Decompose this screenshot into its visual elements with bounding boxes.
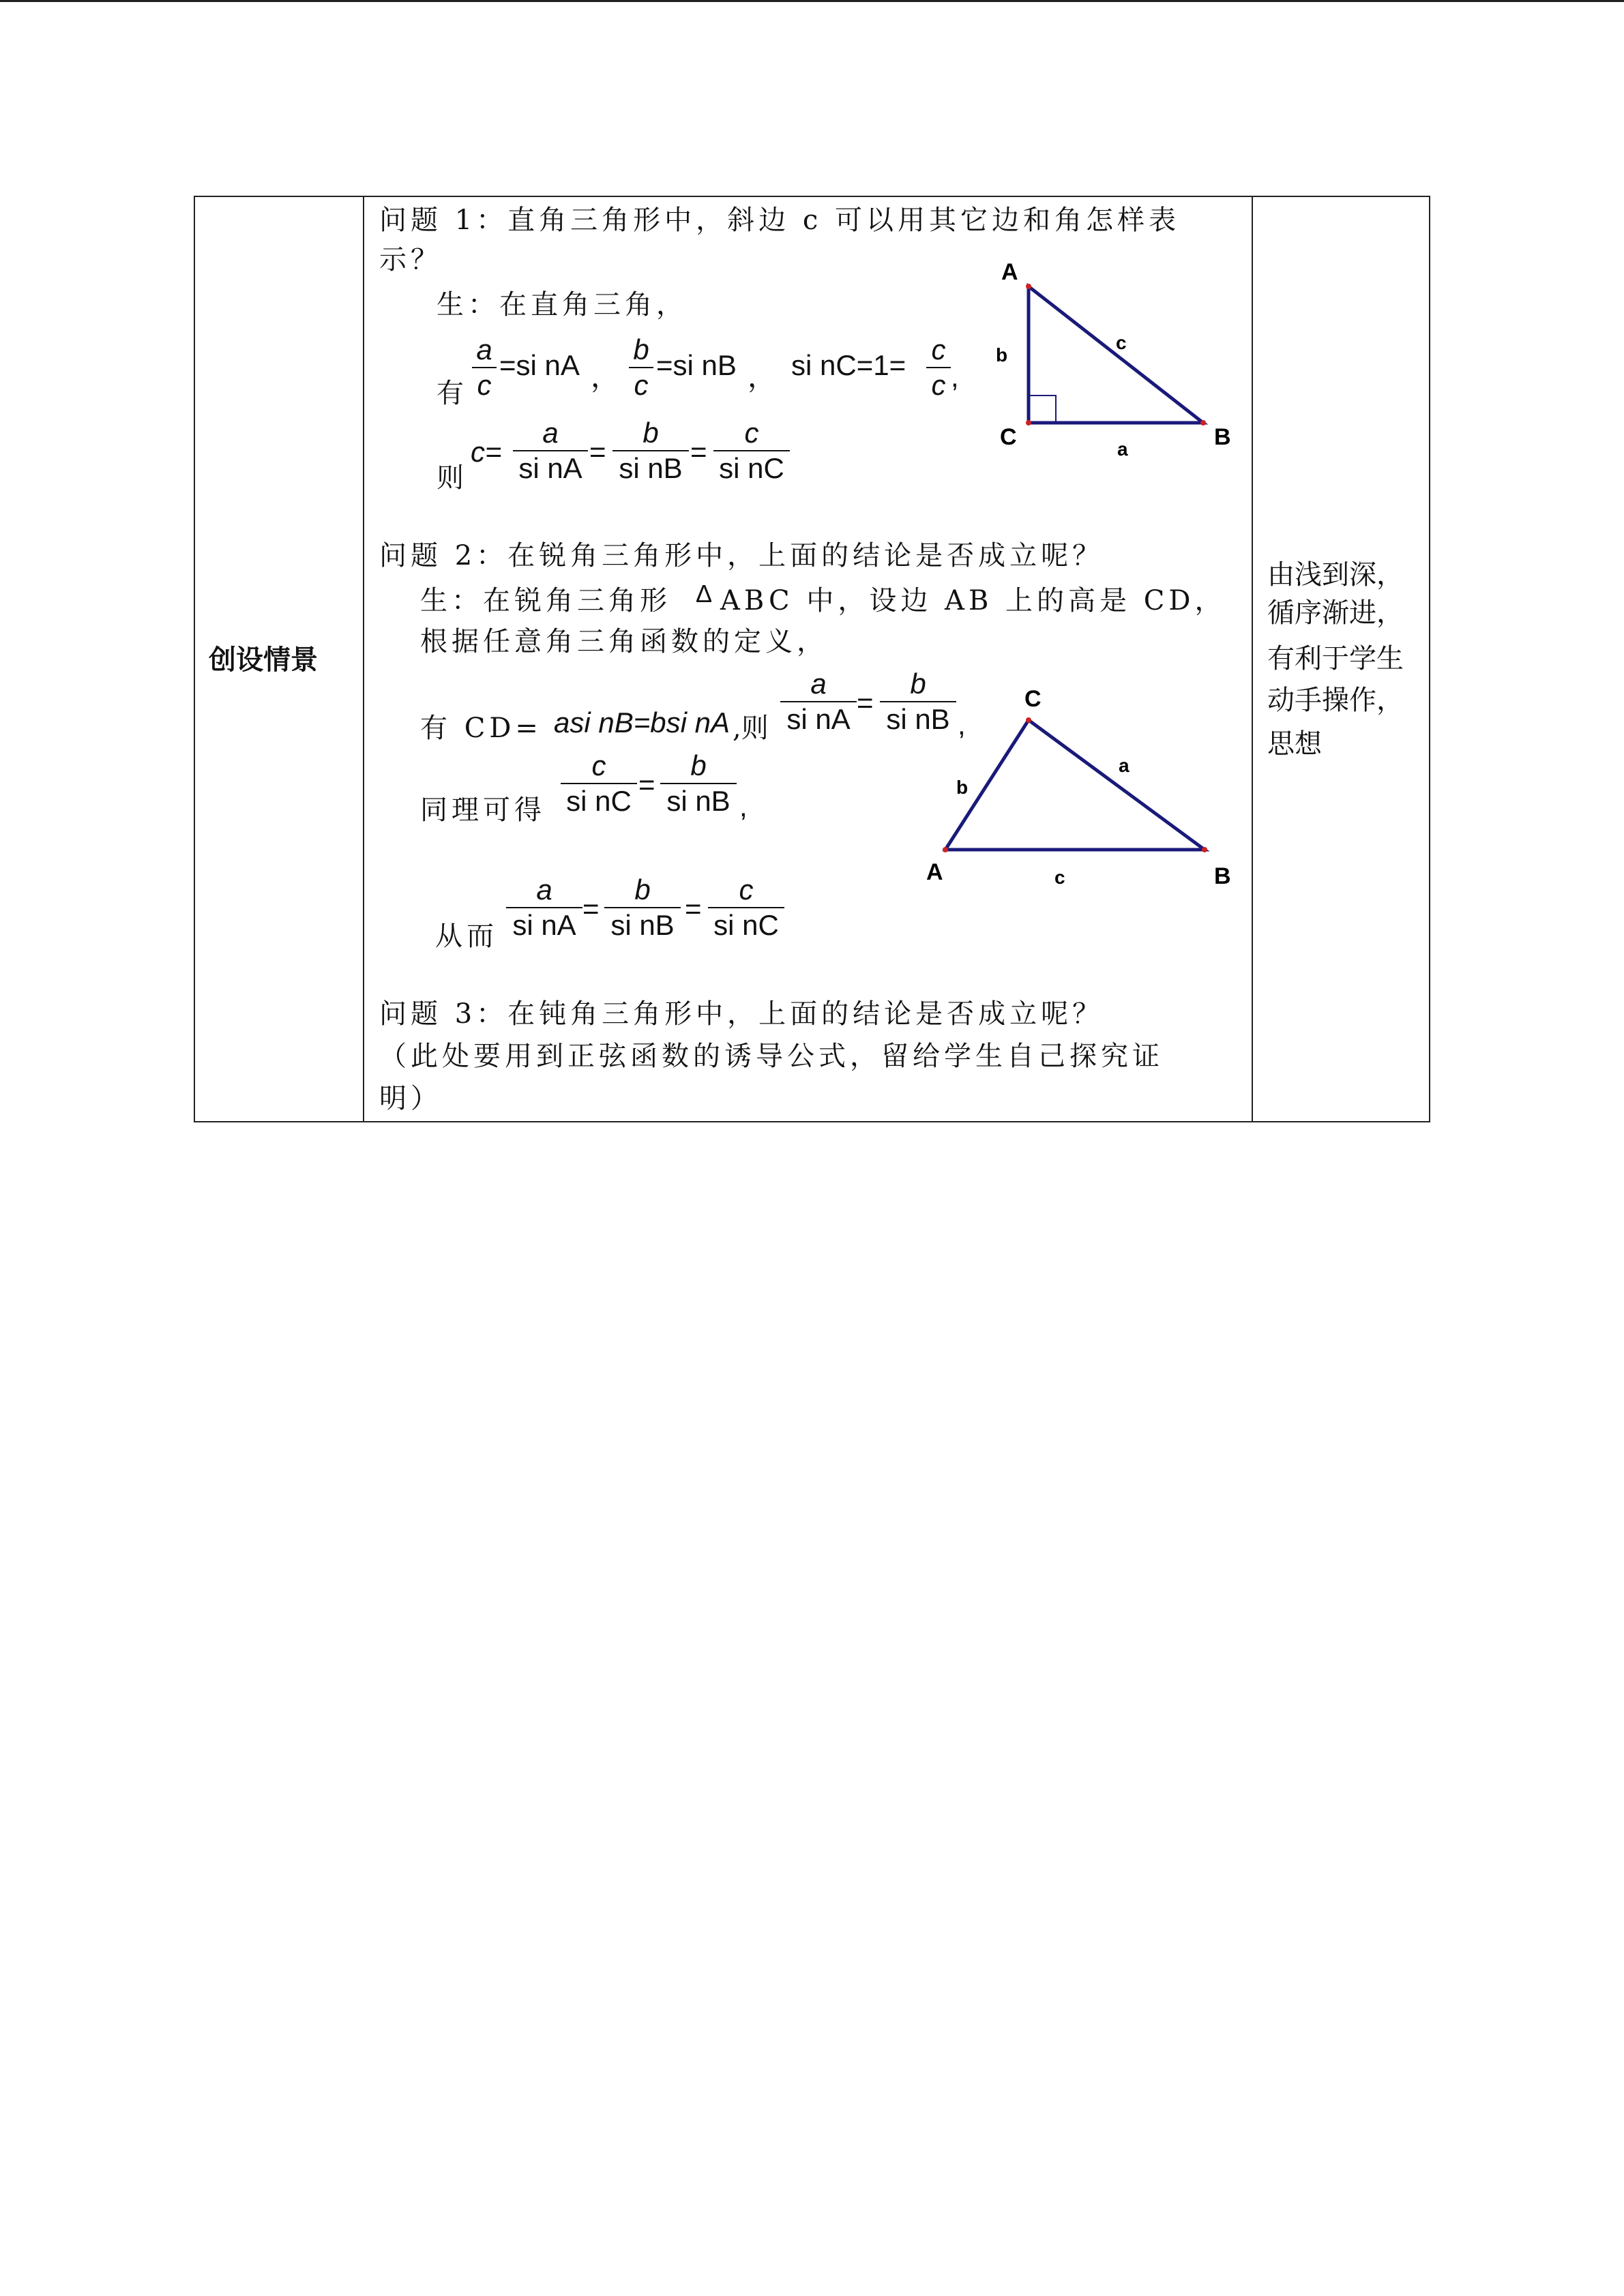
section-label: 创设情景 <box>209 644 318 676</box>
q2-comma-1: , <box>958 709 966 741</box>
label-a-2: a <box>1119 755 1130 776</box>
label-C: C <box>1000 424 1017 450</box>
page-top-rule <box>0 0 1624 2</box>
label-C-2: C <box>1024 686 1042 712</box>
frac-c-over-sinC-3: c si nC <box>708 874 784 941</box>
right-triangle-shape <box>1029 286 1203 423</box>
frac-b-over-sinB-2: b si nB <box>880 668 956 735</box>
table-divider-1 <box>363 196 364 1122</box>
vertex-C-dot-2 <box>1026 717 1031 723</box>
table-border-left <box>194 196 195 1122</box>
label-B: B <box>1214 424 1231 450</box>
table-border-bottom <box>194 1121 1430 1122</box>
right-angle-marker <box>1029 396 1056 423</box>
q2-eq-1: = <box>857 687 874 719</box>
q1-comma-3: , <box>951 361 959 393</box>
q1-eq-sinC: si nC=1= <box>791 349 906 381</box>
frac-b-over-sinB-3: b si nB <box>660 750 737 817</box>
frac-a-over-sinA-3: a si nA <box>506 874 582 941</box>
vertex-C-dot <box>1026 420 1031 426</box>
q2-student-a: 生：在锐角三角形 <box>420 585 671 616</box>
q1-eq-1: = <box>589 436 606 468</box>
q1-eq-sinB: =si nB <box>656 349 737 381</box>
q1-then: 则 <box>437 462 468 494</box>
q3-line-3: 明） <box>379 1083 442 1114</box>
frac-c-over-sinC-1: c si nC <box>713 417 790 484</box>
label-a: a <box>1117 438 1128 457</box>
note-line-4: 动手操作， <box>1267 685 1404 716</box>
label-B-2: B <box>1214 863 1231 889</box>
q2-cd-then: ,则 <box>733 713 769 744</box>
frac-c-over-sinC-2: c si nC <box>561 750 637 817</box>
note-line-5: 思想 <box>1267 728 1322 760</box>
frac-a-over-sinA-2: a si nA <box>780 668 857 735</box>
vertex-B-dot-2 <box>1202 847 1207 852</box>
q1-you: 有 <box>437 378 468 409</box>
frac-b-over-sinB-1: b si nB <box>612 417 689 484</box>
right-triangle-figure <box>982 259 1241 457</box>
vertex-B-dot <box>1200 420 1206 426</box>
q2-hence: 从而 <box>435 921 498 952</box>
frac-c-over-c: c c <box>926 334 951 401</box>
label-c-2: c <box>1054 867 1065 888</box>
q2-eq-3: = <box>582 893 600 925</box>
q3-line-1: 问题 3：在钝角三角形中，上面的结论是否成立呢？ <box>379 998 1104 1030</box>
label-A: A <box>1001 259 1018 285</box>
table-border-top <box>194 196 1430 197</box>
q2-comma-2: , <box>739 790 748 822</box>
q1-line-1: 问题 1：直角三角形中，斜边 c 可以用其它边和角怎样表 <box>379 205 1180 236</box>
q3-line-2: （此处要用到正弦函数的诱导公式，留给学生自己探究证 <box>379 1041 1164 1072</box>
q2-student-b: ABC 中，设边 AB 上的高是 CD， <box>720 585 1226 616</box>
label-A-2: A <box>926 859 943 885</box>
q2-eq-2: = <box>638 769 655 801</box>
note-line-2: 循序渐进， <box>1267 597 1404 629</box>
frac-a-over-c: a c <box>472 334 497 401</box>
q1-comma-1: ， <box>591 361 620 393</box>
q1-line-2: 示？ <box>379 244 442 275</box>
table-border-right <box>1429 196 1430 1122</box>
table-divider-2 <box>1252 196 1253 1122</box>
q1-eq-2: = <box>690 436 707 468</box>
label-b-2: b <box>956 777 969 798</box>
q1-eq-sinA: =si nA <box>499 349 580 381</box>
label-c: c <box>1116 332 1127 353</box>
label-b: b <box>996 344 1008 366</box>
vertex-A-dot <box>1026 284 1031 289</box>
q2-cd-prefix: 有 CD= <box>420 713 542 744</box>
q2-line-3: 根据任意角三角函数的定义， <box>420 626 828 657</box>
frac-b-over-sinB-4: b si nB <box>604 874 681 941</box>
q2-delta: Δ <box>696 580 713 608</box>
acute-triangle-shape <box>945 720 1205 850</box>
note-line-3: 有利于学生 <box>1267 643 1404 674</box>
q1-comma-2: ， <box>748 361 777 393</box>
acute-triangle-figure <box>914 682 1241 893</box>
q1-student: 生：在直角三角， <box>437 289 688 320</box>
q2-similar: 同理可得 <box>420 794 546 826</box>
vertex-A-dot-2 <box>943 847 948 852</box>
q2-line-1: 问题 2：在锐角三角形中，上面的结论是否成立呢？ <box>379 540 1104 571</box>
q2-eq-4: = <box>685 893 702 925</box>
frac-a-over-sinA-1: a si nA <box>513 417 588 484</box>
q2-cd-eq: asi nB=bsi nA <box>554 706 730 739</box>
frac-b-over-c: b c <box>629 334 653 401</box>
q1-c-eq: c= <box>471 436 502 468</box>
note-line-1: 由浅到深， <box>1267 559 1404 591</box>
